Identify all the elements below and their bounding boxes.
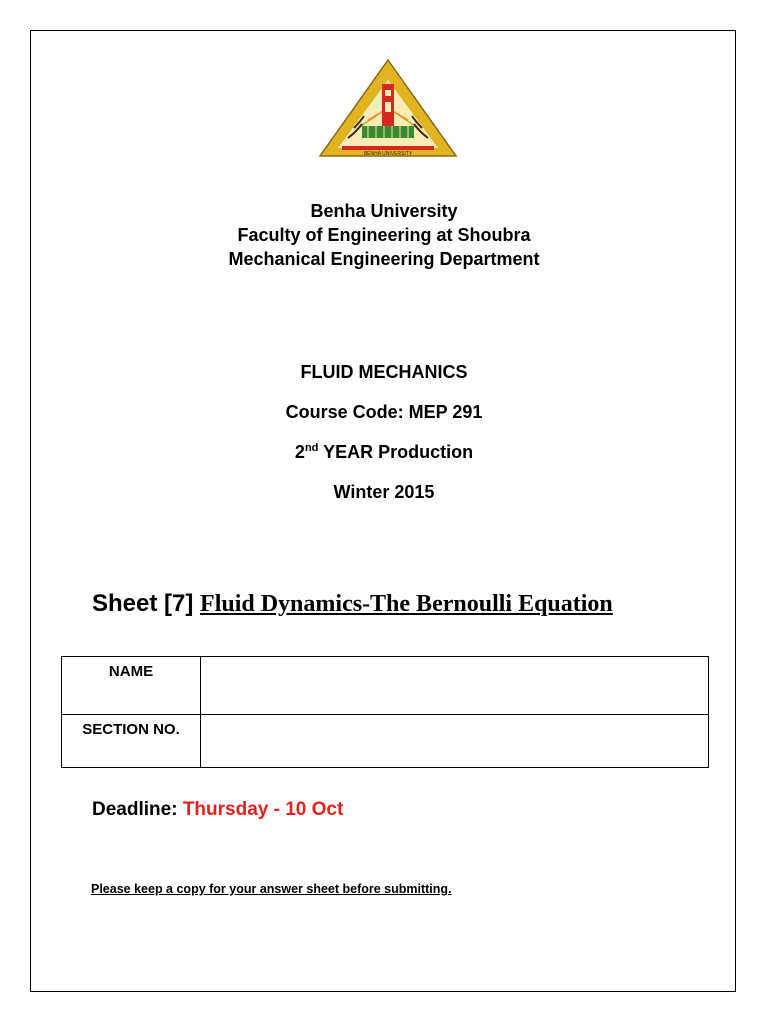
deadline-date: Thursday - 10 Oct [182, 799, 344, 820]
name-label: NAME [62, 657, 201, 715]
course-code: Course Code: MEP 291 [285, 402, 483, 422]
sheet-title [92, 590, 613, 618]
department-name: Mechanical Engineering Department [228, 249, 540, 269]
year-program: YEAR Production [318, 442, 474, 462]
year-number: 2 [294, 442, 305, 462]
section-field[interactable] [201, 715, 709, 768]
university-name: Benha University [310, 201, 458, 221]
table-row [62, 657, 709, 715]
course-name: FLUID MECHANICS [300, 362, 468, 382]
university-logo [318, 58, 458, 164]
course-year [0, 442, 768, 463]
course-term: Winter 2015 [333, 482, 435, 502]
submission-note: Please keep a copy for your answer sheet before submitting. [91, 882, 452, 896]
faculty-name: Faculty of Engineering at Shoubra [237, 225, 531, 245]
student-info-table [61, 656, 709, 768]
sheet-number: Sheet [7] [92, 590, 201, 617]
name-field[interactable] [201, 657, 709, 715]
table-row [62, 715, 709, 768]
sheet-topic: Fluid Dynamics-The Bernoulli Equation [200, 591, 613, 617]
deadline-label: Deadline: [92, 799, 183, 820]
deadline [92, 799, 343, 821]
svg-text:BENHA UNIVERSITY: BENHA UNIVERSITY [363, 151, 413, 157]
year-ordinal: nd [304, 442, 319, 454]
page-border [30, 30, 736, 992]
section-label: SECTION NO. [62, 715, 201, 768]
